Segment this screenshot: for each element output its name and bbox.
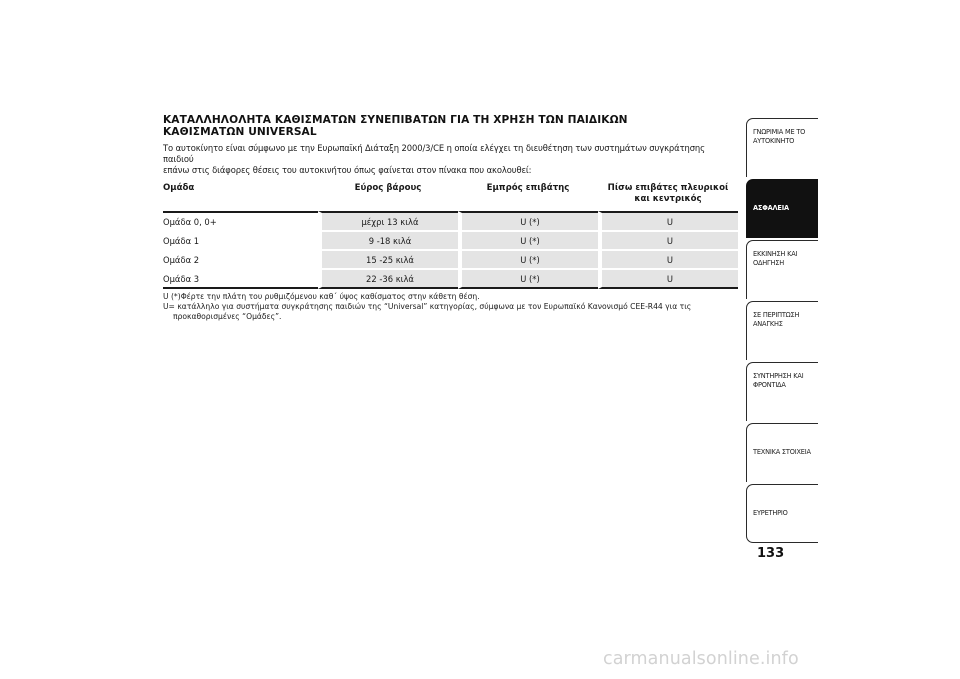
sidebar-item-label: ΦΡΟΝΤΙΔΑ <box>753 381 786 389</box>
sidebar-item-label: ΤΕΧΝΙΚΑ ΣΤΟΙΧΕΙΑ <box>753 448 811 456</box>
cell-group: Ομάδα 0, 0+ <box>163 211 318 230</box>
header-rear-passengers: Πίσω επιβάτες πλευρικοί και κεντρικός <box>607 183 729 204</box>
sidebar-item-label: ΑΣΦΑΛΕΙΑ <box>753 204 789 212</box>
table-row <box>163 211 738 230</box>
cell-front: U (*) <box>458 211 598 230</box>
header-front-passenger: Εμπρός επιβάτης <box>486 183 570 193</box>
sidebar-item-label: ΓΝΩΡΙΜΙΑ ΜΕ ΤΟ <box>753 128 806 136</box>
cell-front: U (*) <box>458 249 598 268</box>
sidebar-item-maintenance[interactable] <box>746 362 818 421</box>
intro-line-1: Το αυτοκίνητο είναι σύμφωνο με την Ευρωπαϊκή Διάταξη 2000/3/CE η οποία ελέγχει τη διευθέτηση των συστημάτων συγκράτησης παιδιού <box>163 143 705 164</box>
cell-front: U (*) <box>458 268 598 289</box>
cell-weight: μέχρι 13 κιλά <box>318 211 458 230</box>
sidebar-item-label: ΑΥΤΟΚΙΝΗΤΟ <box>753 137 795 145</box>
cell-weight: 15 -25 κιλά <box>318 249 458 268</box>
intro-paragraph <box>163 143 738 176</box>
cell-group: Ομάδα 3 <box>163 268 318 289</box>
cell-rear: U <box>598 249 738 268</box>
table-row <box>163 230 738 249</box>
footnote-u-star: U (*)Φέρτε την πλάτη του ρυθμιζόμενου καθ΄ ύψος καθίσματος στην κάθετη θέση. <box>163 292 480 301</box>
sidebar-item-label: ΑΝΑΓΚΗΣ <box>753 320 783 328</box>
sidebar-item-label: ΕΥΡΕΤΗΡΙΟ <box>753 509 788 517</box>
header-group: Ομάδα <box>163 183 195 193</box>
sidebar-item-emergency[interactable] <box>746 301 818 360</box>
title-line-1: ΚΑΤΑΛΛΗΛΟΛΗΤΑ ΚΑΘΙΣΜΑΤΩΝ ΣΥΝΕΠΙΒΑΤΩΝ ΓΙΑ ΤΗ ΧΡΗΣΗ ΤΩΝ ΠΑΙΔΙΚΩΝ <box>163 114 628 126</box>
intro-line-2: επάνω στις διάφορες θέσεις του αυτοκινήτου όπως φαίνεται στον πίνακα που ακολουθεί: <box>163 165 532 175</box>
sidebar-item-starting-driving[interactable] <box>746 240 818 299</box>
page-title <box>163 114 738 138</box>
table-header-row <box>163 183 738 211</box>
sidebar-item-safety[interactable] <box>746 179 818 238</box>
cell-rear: U <box>598 268 738 289</box>
cell-weight: 22 -36 κιλά <box>318 268 458 289</box>
footnote-u-definition: U= κατάλληλο για συστήματα συγκράτησης παιδιών της “Universal” κατηγορίας, σύμφωνα με τον Ευρωπαϊκό Κανονισμό CEE-R44 για τις προκαθορισμένες “Ομάδες”. <box>163 302 692 321</box>
sidebar-item-label: ΣΕ ΠΕΡΙΠΤΩΣΗ <box>753 311 800 319</box>
seat-suitability-table <box>163 183 738 289</box>
sidebar-item-technical-specs[interactable] <box>746 423 818 482</box>
cell-rear: U <box>598 230 738 249</box>
chapter-sidebar <box>746 118 818 545</box>
page-number: 133 <box>757 546 785 561</box>
cell-front: U (*) <box>458 230 598 249</box>
cell-rear: U <box>598 211 738 230</box>
sidebar-item-label: ΣΥΝΤΗΡΗΣΗ ΚΑΙ <box>753 372 804 380</box>
sidebar-item-label: ΟΔΗΓΗΣΗ <box>753 259 785 267</box>
cell-weight: 9 -18 κιλά <box>318 230 458 249</box>
sidebar-item-index[interactable] <box>746 484 818 543</box>
table-row <box>163 268 738 289</box>
cell-group: Ομάδα 1 <box>163 230 318 249</box>
sidebar-item-label: ΕΚΚΙΝΗΣΗ ΚΑΙ <box>753 250 798 258</box>
watermark-text: carmanualsonline.info <box>603 649 799 669</box>
main-content <box>163 114 738 322</box>
cell-group: Ομάδα 2 <box>163 249 318 268</box>
table-row <box>163 249 738 268</box>
title-line-2: ΚΑΘΙΣΜΑΤΩΝ UNIVERSAL <box>163 126 317 138</box>
header-weight-range: Εύρος βάρους <box>354 183 422 193</box>
sidebar-item-getting-to-know[interactable] <box>746 118 818 177</box>
